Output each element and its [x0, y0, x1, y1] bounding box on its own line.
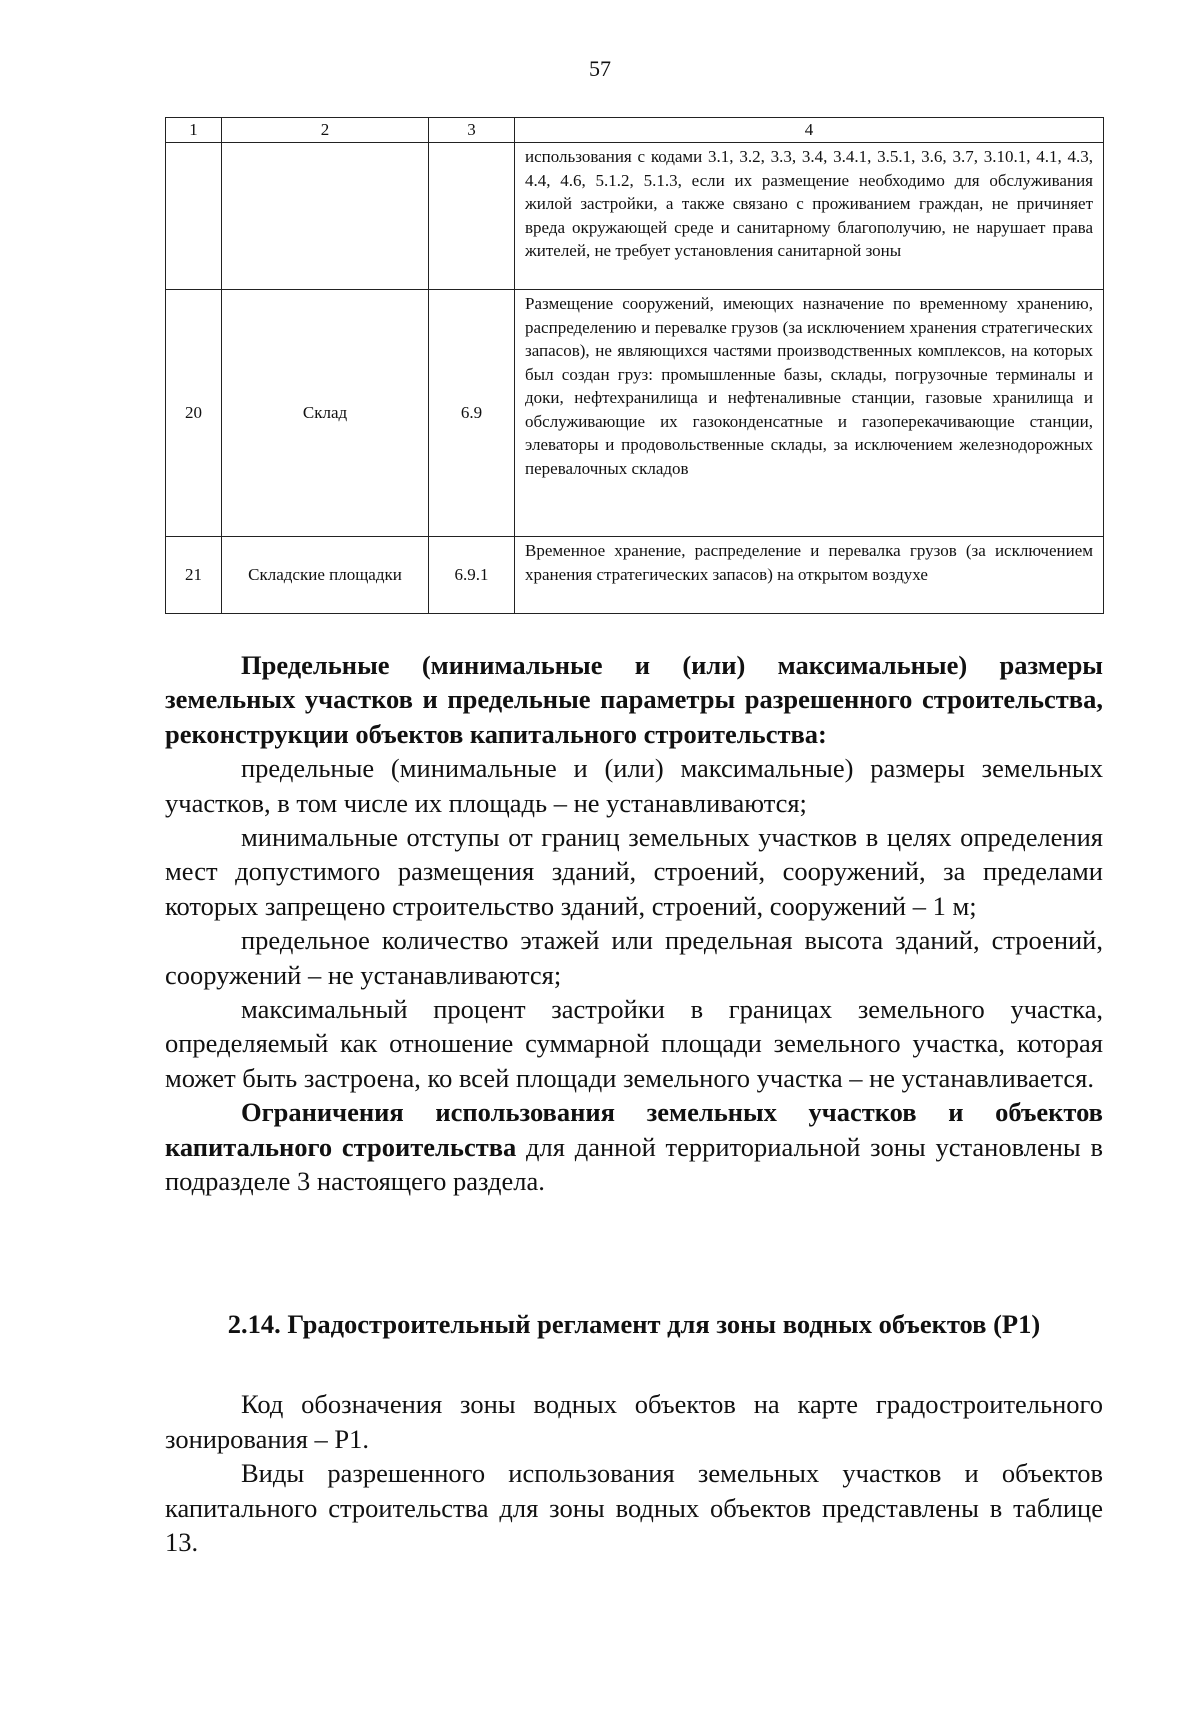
table-row — [166, 290, 1104, 537]
row-name: Склад — [222, 290, 429, 537]
row-code: 6.9.1 — [429, 537, 515, 614]
header-col-3: 3 — [429, 118, 515, 143]
row-code: 6.9 — [429, 290, 515, 537]
limits-item: предельные (минимальные и (или) максимальные) размеры земельных участков, в том числе их площадь – не устанавливаются; — [165, 753, 1103, 818]
section-body — [165, 1387, 1103, 1560]
header-col-2: 2 — [222, 118, 429, 143]
row-name — [222, 143, 429, 290]
section-heading: 2.14. Градостроительный регламент для зоны водных объектов (Р1) — [227, 1309, 1041, 1339]
limits-item: предельное количество этажей или предельная высота зданий, строений, сооружений – не устанавливаются; — [165, 925, 1103, 990]
header-col-4: 4 — [515, 118, 1104, 143]
limits-item: минимальные отступы от границ земельных участков в целях определения мест допустимого размещения зданий, строений, сооружений, за пределами которых запрещено строительство зданий, строений, сооружений – 1 м; — [165, 822, 1103, 921]
restrictions-rest: для данной территориальной зоны установлены в подразделе 3 настоящего раздела. — [165, 1131, 1103, 1197]
section-paragraph: Виды разрешенного использования земельных участков и объектов капитального строительства для зоны водных объектов представлены в таблице 13. — [165, 1458, 1103, 1558]
page-number: 57 — [589, 56, 611, 81]
table-row — [166, 537, 1104, 614]
row-description: Временное хранение, распределение и перевалка грузов (за исключением хранения стратегических запасов) на открытом воздухе — [515, 537, 1104, 614]
table-row — [166, 143, 1104, 290]
section-paragraph: Код обозначения зоны водных объектов на карте градостроительного зонирования – Р1. — [165, 1389, 1103, 1454]
row-description: Размещение сооружений, имеющих назначение по временному хранению, распределению и перевалке грузов (за исключением хранения стратегических запасов), не являющихся частями производственных комплексов, на которых был создан груз: промышленные базы, склады, погрузочные терминалы и доки, нефтехранилища и нефтеналивные станции, газовые хранилища и обслуживающие их газоконденсатные и газоперекачивающие станции, элеваторы и продовольственные склады, за исключением железнодорожных перевалочных складов — [515, 290, 1104, 537]
limits-heading: Предельные (минимальные и (или) максимальные) размеры земельных участков и предельные параметры разрешенного строительства, реконструкции объектов капитального строительства: — [165, 650, 1103, 749]
row-number: 21 — [166, 537, 222, 614]
row-number — [166, 143, 222, 290]
row-number: 20 — [166, 290, 222, 537]
limits-item: максимальный процент застройки в границах земельного участка, определяемый как отношение суммарной площади земельного участка, которая может быть застроена, ко всей площади земельного участка – не устанавливается. — [165, 994, 1103, 1093]
restrictions-paragraph — [165, 1095, 1103, 1198]
row-name: Складские площадки — [222, 537, 429, 614]
row-code — [429, 143, 515, 290]
header-col-1: 1 — [166, 118, 222, 143]
limits-section — [165, 648, 1103, 1199]
row-description: использования с кодами 3.1, 3.2, 3.3, 3.4, 3.4.1, 3.5.1, 3.6, 3.7, 3.10.1, 4.1, 4.3, 4.4, 4.6, 5.1.2, 5.1.3, если их размещение необходимо для обслуживания жилой застройки, а также связано с проживанием граждан, не причиняет вреда окружающей среде и санитарному благополучию, не нарушает права жителей, не требует установления санитарной зоны — [515, 143, 1104, 290]
table-header-row — [166, 118, 1104, 143]
restrictions-bold: Ограничения использования земельных участков и объектов капитального строительства — [165, 1097, 1103, 1162]
permitted-use-table — [165, 117, 1104, 614]
